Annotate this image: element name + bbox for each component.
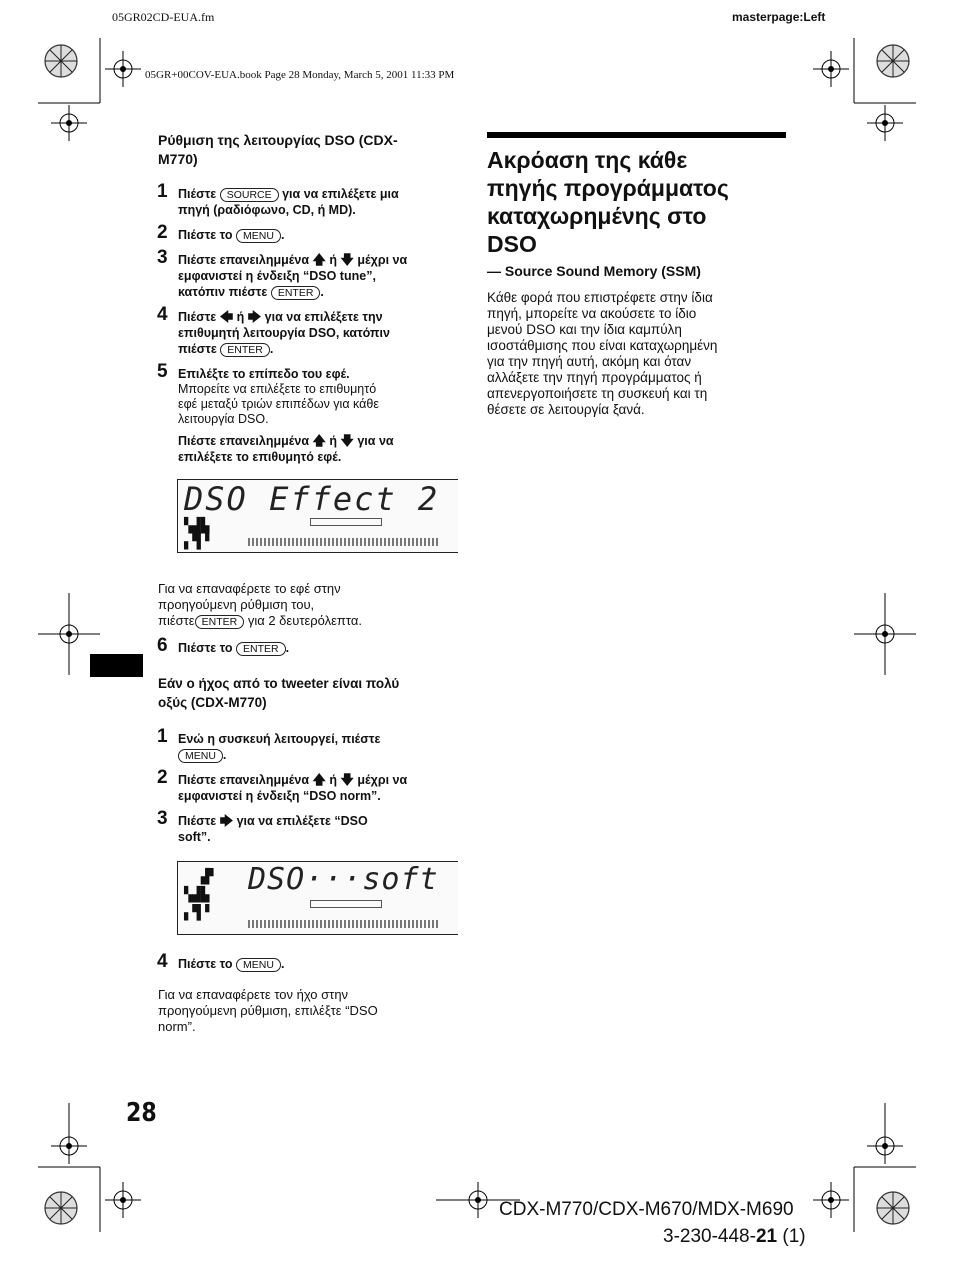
step-4: Πιέστε 🡄 ή 🡆 για να επιλέξετε την επιθυμητή λειτουργία DSO, κατόπιν πιέστε ENTER . bbox=[178, 309, 390, 356]
file-name: 05GR02CD-EUA.fm bbox=[112, 10, 215, 24]
menu-button[interactable]: MENU bbox=[236, 958, 281, 972]
down-arrow-icon: 🡇 bbox=[340, 772, 354, 787]
step-number: 4 bbox=[157, 304, 168, 325]
ssm-heading: Ακρόαση της κάθε πηγής προγράμματος καταχωρημένης στο DSO bbox=[487, 147, 729, 257]
lcd-icons: ▚▟▙ ▖▜▝ bbox=[184, 518, 210, 550]
lcd-display-soft bbox=[177, 861, 458, 935]
enter-button[interactable]: ENTER bbox=[236, 642, 286, 656]
source-button[interactable]: SOURCE bbox=[220, 188, 279, 202]
step-number: 2 bbox=[157, 222, 168, 243]
step-5-instruction: Πιέστε επανειλημμένα 🡅 ή 🡇 για να επιλέξετε το επιθυμητό εφέ. bbox=[178, 433, 394, 464]
tweeter-step-1: Ενώ η συσκευή λειτουργεί, πιέστε MENU . bbox=[178, 732, 381, 762]
page-number: 28 bbox=[126, 1098, 157, 1128]
ssm-subtitle: — Source Sound Memory (SSM) bbox=[487, 263, 701, 279]
enter-button[interactable]: ENTER bbox=[271, 286, 321, 300]
step-number: 5 bbox=[157, 361, 168, 382]
tweeter-step-4: Πιέστε το MENU . bbox=[178, 957, 285, 971]
heading-rule bbox=[487, 132, 786, 138]
step-number: 3 bbox=[157, 247, 168, 268]
step-3: Πιέστε επανειλημμένα 🡅 ή 🡇 μέχρι να εμφανιστεί η ένδειξη “DSO tune”, κατόπιν πιέστε ENTER . bbox=[178, 252, 408, 299]
tweeter-section-title: Εάν ο ήχος από το tweeter είναι πολύ οξύς (CDX-M770) bbox=[158, 676, 400, 710]
menu-button[interactable]: MENU bbox=[178, 749, 223, 763]
enter-button[interactable]: ENTER bbox=[195, 615, 245, 629]
step-number: 1 bbox=[157, 181, 168, 202]
step-number: 3 bbox=[157, 808, 168, 829]
menu-button[interactable]: MENU bbox=[236, 229, 281, 243]
document-code: 3-230-448-21 (1) bbox=[663, 1226, 806, 1247]
model-numbers: CDX-M770/CDX-M670/MDX-M690 bbox=[499, 1199, 794, 1220]
book-info-line: 05GR+00COV-EUA.book Page 28 Monday, March 5, 2001 11:33 PM bbox=[145, 69, 455, 81]
right-arrow-icon: 🡆 bbox=[247, 309, 262, 324]
step-number: 4 bbox=[157, 951, 168, 972]
left-arrow-icon: 🡄 bbox=[219, 309, 234, 324]
tweeter-step-2: Πιέστε επανειλημμένα 🡅 ή 🡇 μέχρι να εμφανιστεί η ένδειξη “DSO norm”. bbox=[178, 772, 408, 803]
enter-button[interactable]: ENTER bbox=[220, 343, 270, 357]
lcd-spectrum bbox=[248, 538, 438, 546]
ssm-body: Κάθε φορά που επιστρέφετε στην ίδια πηγή, μπορείτε να ακούσετε το ίδιο μενού DSO και την ίδια καμπύλη ισοστάθμισης που είναι καταχωρημένη για την πηγή αυτή, ακόμη και όταν αλλάξετε την πηγή προγράμματος ή απενεργοποιήσετε τη συσκευή και τη θέσετε σε λειτουργία ξανά. bbox=[487, 290, 718, 417]
up-arrow-icon: 🡅 bbox=[312, 252, 326, 267]
lcd-spectrum bbox=[248, 920, 438, 928]
step-1: Πιέστε SOURCE για να επιλέξετε μια πηγή (ραδιόφωνο, CD, ή MD). bbox=[178, 187, 399, 217]
section-tab-marker bbox=[90, 654, 143, 677]
down-arrow-icon: 🡇 bbox=[340, 252, 354, 267]
up-arrow-icon: 🡅 bbox=[312, 772, 326, 787]
up-arrow-icon: 🡅 bbox=[312, 433, 326, 448]
step-number: 6 bbox=[157, 635, 168, 656]
step-2: Πιέστε το MENU . bbox=[178, 228, 285, 242]
masterpage-label: masterpage:Left bbox=[732, 10, 826, 24]
dso-section-title: Ρύθμιση της λειτουργίας DSO (CDX- M770) bbox=[158, 132, 398, 167]
reset-sound-note: Για να επαναφέρετε τον ήχο στην προηγούμενη ρύθμιση, επιλέξτε “DSO norm”. bbox=[158, 987, 378, 1034]
lcd-display-effect bbox=[177, 479, 458, 553]
step-5: Επιλέξτε το επίπεδο του εφέ. bbox=[178, 367, 350, 381]
tweeter-step-3: Πιέστε 🡆 για να επιλέξετε “DSO soft”. bbox=[178, 813, 368, 844]
lcd-icons: ▟▘ ▚▟▙ ▖▜▝ bbox=[184, 869, 218, 921]
step-5-description: Μπορείτε να επιλέξετε το επιθυμητό εφέ μεταξύ τριών επιπέδων για κάθε λειτουργία DSO. bbox=[178, 382, 379, 426]
lcd-text: DSO···soft bbox=[248, 862, 439, 897]
step-number: 1 bbox=[157, 726, 168, 747]
reset-effect-note: Για να επαναφέρετε το εφέ στην προηγούμενη ρύθμιση του, πιέστε ENTER για 2 δευτερόλεπτα. bbox=[158, 581, 362, 628]
right-arrow-icon: 🡆 bbox=[219, 813, 234, 828]
lcd-text: DSO Effect 2 bbox=[184, 480, 440, 518]
down-arrow-icon: 🡇 bbox=[340, 433, 354, 448]
step-number: 2 bbox=[157, 767, 168, 788]
lcd-level-bar bbox=[310, 900, 382, 908]
lcd-level-bar bbox=[310, 518, 382, 526]
step-6: Πιέστε το ENTER . bbox=[178, 641, 290, 655]
